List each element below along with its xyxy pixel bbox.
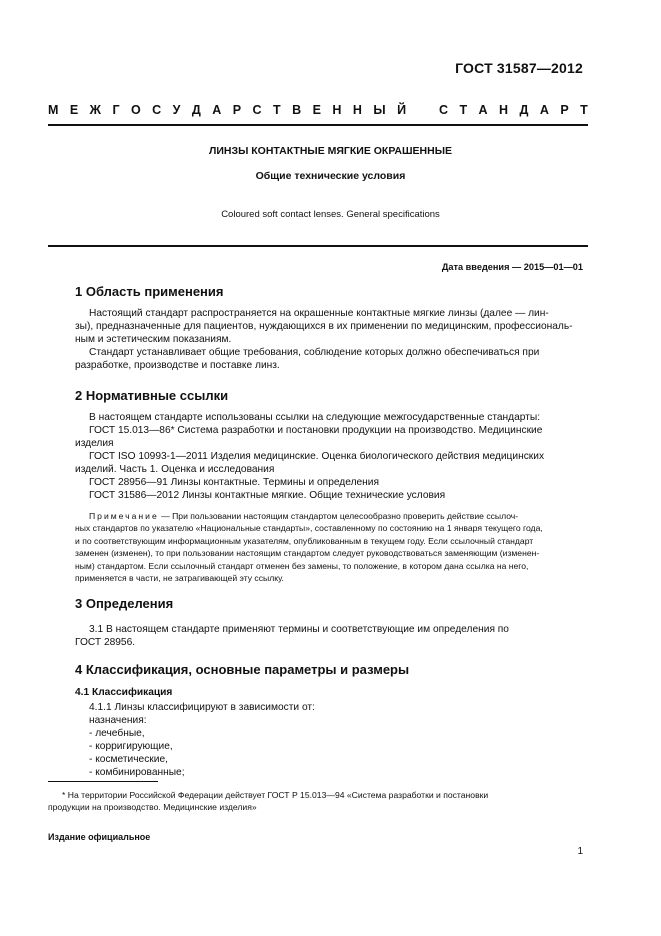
text-line: разработке, производстве и поставке линз.: [75, 360, 280, 371]
text-line: назначения:: [89, 715, 147, 726]
banner-letter: Т: [459, 103, 468, 117]
text-line: ным и эстетическим показаниям.: [75, 334, 232, 345]
banner-letter: Н: [352, 103, 362, 117]
banner-letter: С: [152, 103, 162, 117]
text-line: ГОСТ 28956—91 Линзы контактные. Термины и определения: [89, 477, 380, 488]
footnote-line: продукции на производство. Медицинские изделия»: [48, 802, 257, 813]
text-line: ГОСТ 28956.: [75, 637, 136, 648]
banner-letter: Р: [232, 103, 242, 117]
banner-letter: Д: [519, 103, 529, 117]
banner-letter: Т: [580, 103, 588, 117]
footnote-line: * На территории Российской Федерации действует ГОСТ Р 15.013—94 «Система разработки и постановки: [62, 790, 489, 800]
note-line: заменен (изменен), то при пользовании настоящим стандартом следует руководствоваться заменяющим (изменен-: [75, 548, 540, 559]
banner-letter: А: [212, 103, 222, 117]
text-line: ГОСТ 31586—2012 Линзы контактные мягкие. Общие технические условия: [89, 490, 446, 501]
banner-letter: У: [172, 103, 181, 117]
section-2-note: [75, 510, 583, 584]
banner-letter: Ы: [373, 103, 386, 117]
banner-divider: [48, 124, 588, 126]
footnote: [48, 789, 583, 814]
document-title: ЛИНЗЫ КОНТАКТНЫЕ МЯГКИЕ ОКРАШЕННЫЕ: [209, 145, 452, 157]
list-item: - комбинированные;: [89, 767, 185, 778]
banner-letter: С: [438, 103, 448, 117]
section-4-heading: 4 Классификация, основные параметры и размеры: [75, 662, 410, 677]
section-3-heading: 3 Определения: [75, 596, 174, 611]
section-3-body: [75, 623, 583, 649]
interstate-standard-banner: [48, 103, 588, 117]
title-divider: [48, 245, 588, 247]
banner-letter: А: [478, 103, 488, 117]
banner-letter: Д: [191, 103, 201, 117]
note-label: Примечание: [89, 511, 159, 521]
banner-letter: Г: [112, 103, 120, 117]
section-2-heading: 2 Нормативные ссылки: [75, 388, 229, 403]
note-line: применяется в части, не затрагивающей эту ссылку.: [75, 573, 284, 584]
list-item: - косметические,: [89, 754, 168, 765]
section-1-body: [75, 307, 583, 372]
official-edition-label: Издание официальное: [48, 832, 151, 842]
subsection-4-1-heading: 4.1 Классификация: [75, 687, 173, 698]
banner-letter: Н: [499, 103, 509, 117]
banner-gap: [418, 103, 428, 117]
banner-letter: А: [539, 103, 549, 117]
introduction-date: Дата введения — 2015—01—01: [441, 262, 583, 272]
list-item: - лечебные,: [89, 728, 145, 739]
section-1-heading: 1 Область применения: [75, 284, 224, 299]
text-line: 3.1 В настоящем стандарте применяют термины и соответствующие им определения по: [89, 624, 509, 635]
banner-letter: С: [252, 103, 262, 117]
banner-letter: В: [292, 103, 302, 117]
banner-letter: Т: [273, 103, 281, 117]
text-line: изделия: [75, 438, 114, 449]
footnote-rule: [48, 781, 158, 782]
section-2-body: [75, 411, 583, 502]
text-line: изделий. Часть 1. Оценка и исследования: [75, 464, 275, 475]
banner-letter: Ж: [89, 103, 101, 117]
note-line: ных стандартов по указателю «Национальные стандарты», составленному по состоянию на 1 января текущего года,: [75, 523, 543, 534]
section-4-body: [75, 701, 583, 779]
standard-number: ГОСТ 31587—2012: [455, 60, 583, 76]
text-line: ГОСТ 15.013—86* Система разработки и постановки продукции на производство. Медицинские: [89, 425, 543, 436]
banner-letter: Н: [332, 103, 342, 117]
banner-letter: Е: [312, 103, 321, 117]
note-text: — При пользовании настоящим стандартом целесообразно проверить действие ссылоч-: [158, 511, 519, 521]
banner-letter: Р: [560, 103, 569, 117]
banner-letter: Е: [69, 103, 79, 117]
page-number: 1: [577, 846, 583, 857]
banner-letter: Й: [397, 103, 407, 117]
note-line: и по соответствующим информационным указателям, опубликованным в текущем году. Если ссылочный стандарт: [75, 535, 534, 546]
text-line: ГОСТ ISO 10993-1—2011 Изделия медицинские. Оценка биологического действия медицинских: [89, 451, 545, 462]
list-item: - корригирующие,: [89, 741, 173, 752]
text-line: В настоящем стандарте использованы ссылки на следующие межгосударственные стандарты:: [89, 412, 541, 423]
text-line: Настоящий стандарт распространяется на окрашенные контактные мягкие линзы (далее — лин-: [89, 308, 549, 319]
text-line: 4.1.1 Линзы классифицируют в зависимости от:: [89, 702, 315, 713]
document-title-english: Coloured soft contact lenses. General specifications: [221, 209, 440, 220]
text-line: зы), предназначенные для пациентов, нуждающихся в их применении по медицинским, профессиональ-: [75, 321, 573, 332]
document-subtitle: Общие технические условия: [255, 170, 406, 182]
text-line: Стандарт устанавливает общие требования, соблюдение которых должно обеспечиваться при: [89, 347, 540, 358]
banner-letter: О: [130, 103, 141, 117]
banner-letter: М: [48, 103, 59, 117]
note-line: ным) стандартом. Если ссылочный стандарт отменен без замены, то положение, в котором дана ссылка на него,: [75, 560, 529, 571]
note-line: [75, 510, 583, 522]
